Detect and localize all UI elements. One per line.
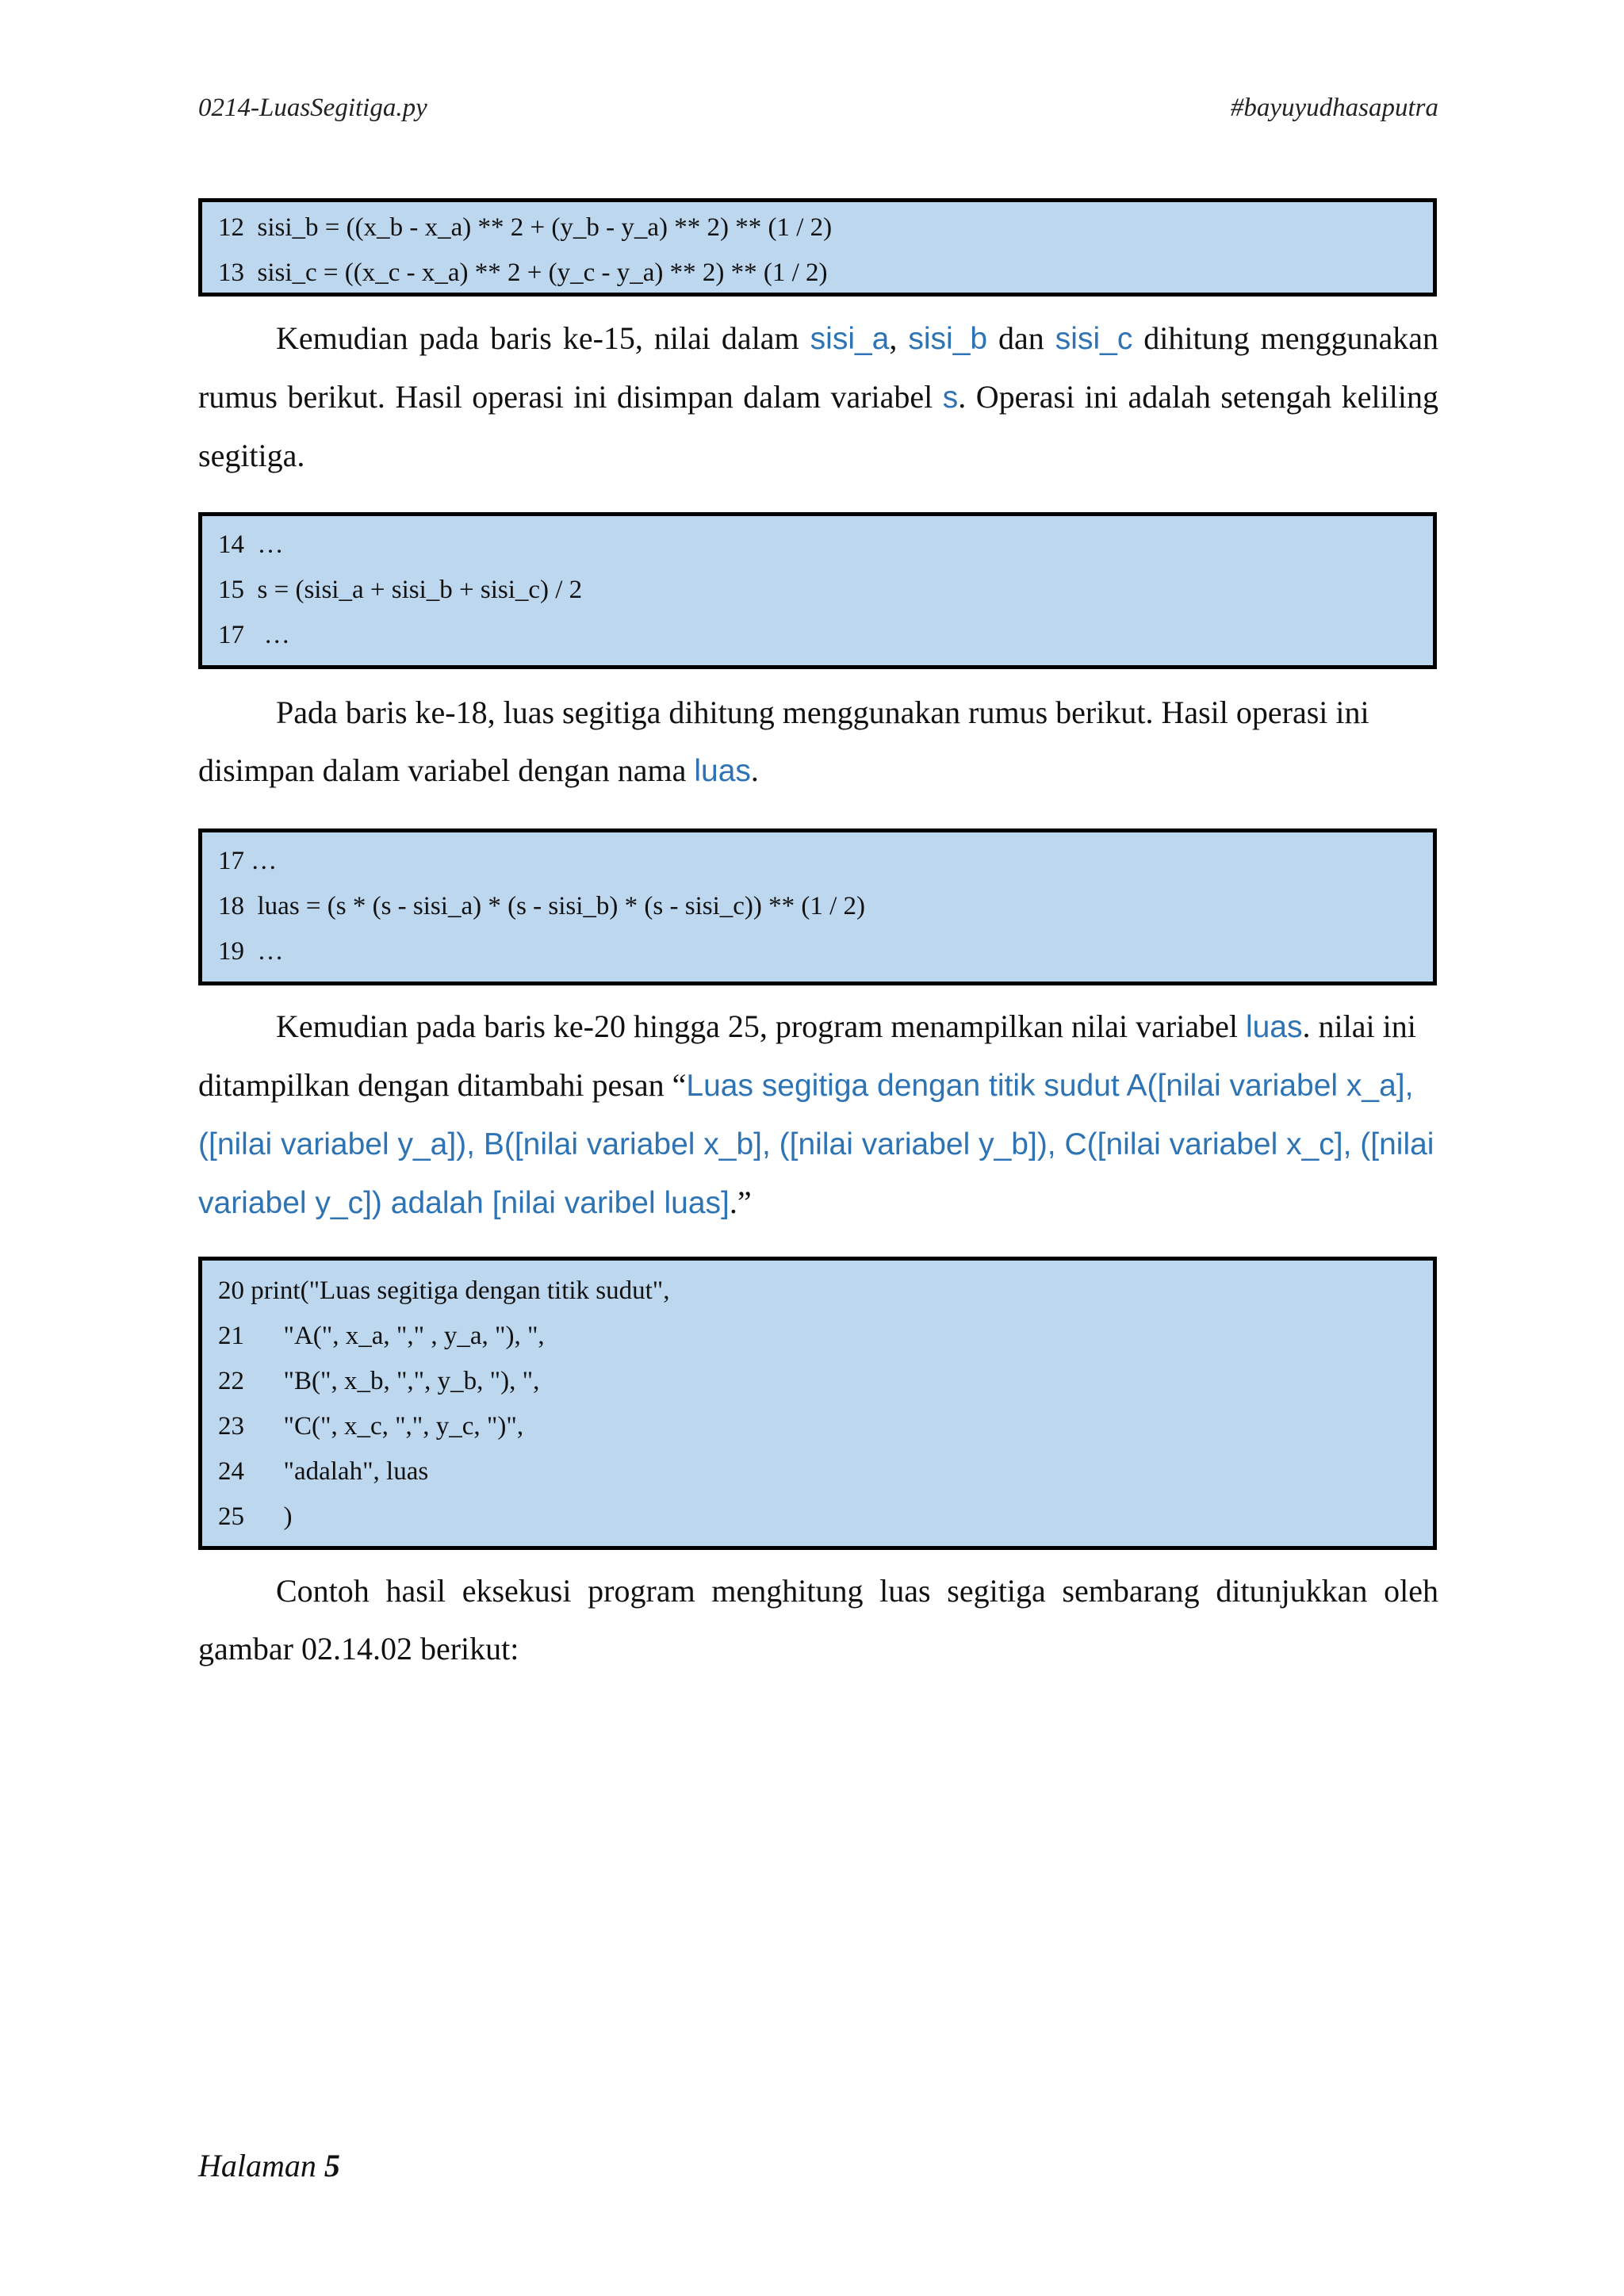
code-text: "C(", x_c, ",", y_c, ")", [244, 1412, 524, 1441]
line-number: 13 [218, 258, 244, 287]
footer-label: Halaman [198, 2148, 324, 2183]
code-line [218, 884, 1417, 929]
line-number: 20 [218, 1276, 244, 1305]
code-line [218, 1314, 1417, 1359]
code-text: … [251, 847, 278, 875]
line-number: 21 [218, 1322, 244, 1350]
running-header [198, 94, 1438, 132]
line-number: 17 [218, 621, 244, 649]
code-line [218, 1269, 1417, 1314]
code-block-4 [198, 1257, 1437, 1550]
variable-name: luas [694, 754, 751, 788]
code-line [218, 205, 1417, 251]
text-run: .” [729, 1184, 752, 1220]
code-text: sisi_b = ((x_b - x_a) ** 2 + (y_b - y_a) ** 2) ** (1 / 2) [257, 213, 833, 242]
code-line [218, 929, 1417, 974]
code-line [218, 251, 1417, 296]
text-run: Kemudian pada baris ke-15, nilai dalam [276, 320, 810, 356]
paragraph-text [198, 309, 1438, 484]
variable-name: sisi_a [810, 322, 890, 356]
code-text: luas = (s * (s - sisi_a) * (s - sisi_b) * (s - sisi_c)) ** (1 / 2) [257, 892, 866, 920]
text-run: Pada baris ke-18, luas segitiga dihitung menggunakan rumus berikut. Hasil operasi ini disimpan dalam variabel dengan nama [198, 695, 1369, 788]
line-number: 25 [218, 1502, 244, 1531]
page-number: 5 [324, 2148, 340, 2183]
text-run: . [750, 752, 759, 788]
page-footer [198, 2147, 340, 2184]
text-run: dihitung menggunakan rumus berikut. Hasil operasi ini disimpan dalam variabel [198, 320, 1438, 415]
paragraph-2 [198, 683, 1438, 800]
text-run: dan [987, 320, 1055, 356]
code-line [218, 522, 1417, 568]
code-line [218, 1494, 1417, 1540]
line-number: 23 [218, 1412, 244, 1441]
code-block-3 [198, 828, 1437, 985]
code-text: "A(", x_a, "," , y_a, "), ", [244, 1322, 545, 1350]
paragraph-text [198, 683, 1438, 800]
header-author-tag: #bayuyudhasaputra [1230, 94, 1438, 122]
code-text: … [257, 530, 284, 559]
paragraph-text [198, 997, 1438, 1232]
variable-name: sisi_c [1055, 322, 1133, 356]
variable-name: sisi_b [908, 322, 988, 356]
code-text: sisi_c = ((x_c - x_a) ** 2 + (y_c - y_a) ** 2) ** (1 / 2) [257, 258, 828, 287]
paragraph-4 [198, 1562, 1438, 1678]
code-text: … [257, 937, 284, 966]
line-number: 22 [218, 1367, 244, 1395]
paragraph-1 [198, 309, 1438, 484]
text-run: . nilai ini ditampilkan dengan ditambahi pesan “ [198, 1008, 1416, 1103]
code-text: ) [244, 1502, 293, 1531]
line-number: 19 [218, 937, 244, 966]
code-line [218, 568, 1417, 613]
code-line [218, 613, 1417, 658]
code-text: "B(", x_b, ",", y_b, "), ", [244, 1367, 540, 1395]
code-text: "adalah", luas [244, 1457, 429, 1486]
variable-name: s [942, 381, 959, 415]
line-number: 24 [218, 1457, 244, 1486]
output-message: Luas segitiga dengan titik sudut A([nilai variabel x_a], ([nilai variabel y_a]), B([nilai variabel x_b], ([nilai variabel y_b]), C([nilai variabel x_c], ([nilai variabel y_c]) adalah [nilai varibel luas] [198, 1069, 1434, 1220]
code-block-2 [198, 512, 1437, 669]
code-line [218, 1404, 1417, 1449]
code-line [218, 839, 1417, 884]
code-block-1 [198, 198, 1437, 297]
text-run: Kemudian pada baris ke-20 hingga 25, program menampilkan nilai variabel [276, 1008, 1246, 1044]
code-text: print("Luas segitiga dengan titik sudut", [244, 1276, 670, 1305]
line-number: 15 [218, 576, 244, 604]
text-run: . Operasi ini adalah setengah keliling segitiga. [198, 379, 1438, 473]
code-text: … [257, 621, 290, 649]
line-number: 12 [218, 213, 244, 242]
code-text: s = (sisi_a + sisi_b + sisi_c) / 2 [257, 576, 583, 604]
variable-name: luas [1245, 1010, 1303, 1044]
line-number: 14 [218, 530, 244, 559]
line-number: 18 [218, 892, 244, 920]
text-run: , [889, 320, 909, 356]
paragraph-text: Contoh hasil eksekusi program menghitung luas segitiga sembarang ditunjukkan oleh gambar 02.14.02 berikut: [198, 1573, 1438, 1667]
paragraph-3 [198, 997, 1438, 1232]
line-number: 17 [218, 847, 244, 875]
code-line [218, 1359, 1417, 1404]
header-filename: 0214-LuasSegitiga.py [198, 94, 427, 122]
code-line [218, 1449, 1417, 1494]
